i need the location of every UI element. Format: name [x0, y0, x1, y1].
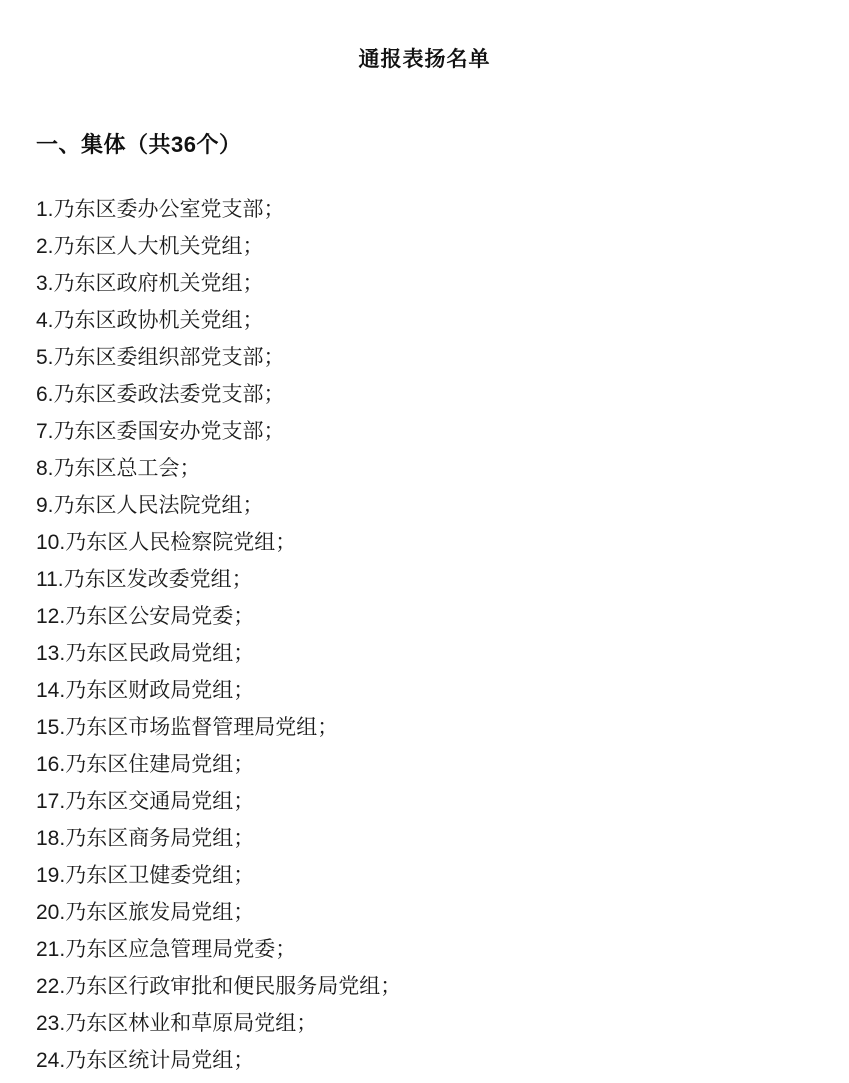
list-item: 9.乃东区人民法院党组；: [36, 493, 264, 517]
list-item: 13.乃东区民政局党组；: [36, 641, 255, 665]
list-item: 10.乃东区人民检察院党组；: [36, 530, 297, 554]
list-item: 24.乃东区统计局党组；: [36, 1048, 255, 1072]
section-heading-collectives: 一、集体（共36个）: [36, 131, 242, 157]
list-item: 22.乃东区行政审批和便民服务局党组；: [36, 974, 402, 998]
list-item: 14.乃东区财政局党组；: [36, 678, 255, 702]
list-item: 16.乃东区住建局党组；: [36, 752, 255, 776]
list-item: 15.乃东区市场监督管理局党组；: [36, 715, 339, 739]
list-item: 1.乃东区委办公室党支部；: [36, 197, 285, 221]
list-item: 21.乃东区应急管理局党委；: [36, 937, 297, 961]
list-item: 23.乃东区林业和草原局党组；: [36, 1011, 318, 1035]
list-item: 7.乃东区委国安办党支部；: [36, 419, 285, 443]
list-item: 6.乃东区委政法委党支部；: [36, 382, 285, 406]
list-item: 12.乃东区公安局党委；: [36, 604, 255, 628]
list-item: 2.乃东区人大机关党组；: [36, 234, 264, 258]
collective-list: [36, 191, 813, 1079]
list-item: 8.乃东区总工会；: [36, 456, 201, 480]
list-item: 5.乃东区委组织部党支部；: [36, 345, 285, 369]
list-item: 3.乃东区政府机关党组；: [36, 271, 264, 295]
list-item: 4.乃东区政协机关党组；: [36, 308, 264, 332]
list-item: 11.乃东区发改委党组；: [36, 567, 253, 591]
page-title: 通报表扬名单: [358, 48, 491, 71]
list-item: 19.乃东区卫健委党组；: [36, 863, 255, 887]
list-item: 20.乃东区旅发局党组；: [36, 900, 255, 924]
list-item: 18.乃东区商务局党组；: [36, 826, 255, 850]
list-item: 17.乃东区交通局党组；: [36, 789, 255, 813]
